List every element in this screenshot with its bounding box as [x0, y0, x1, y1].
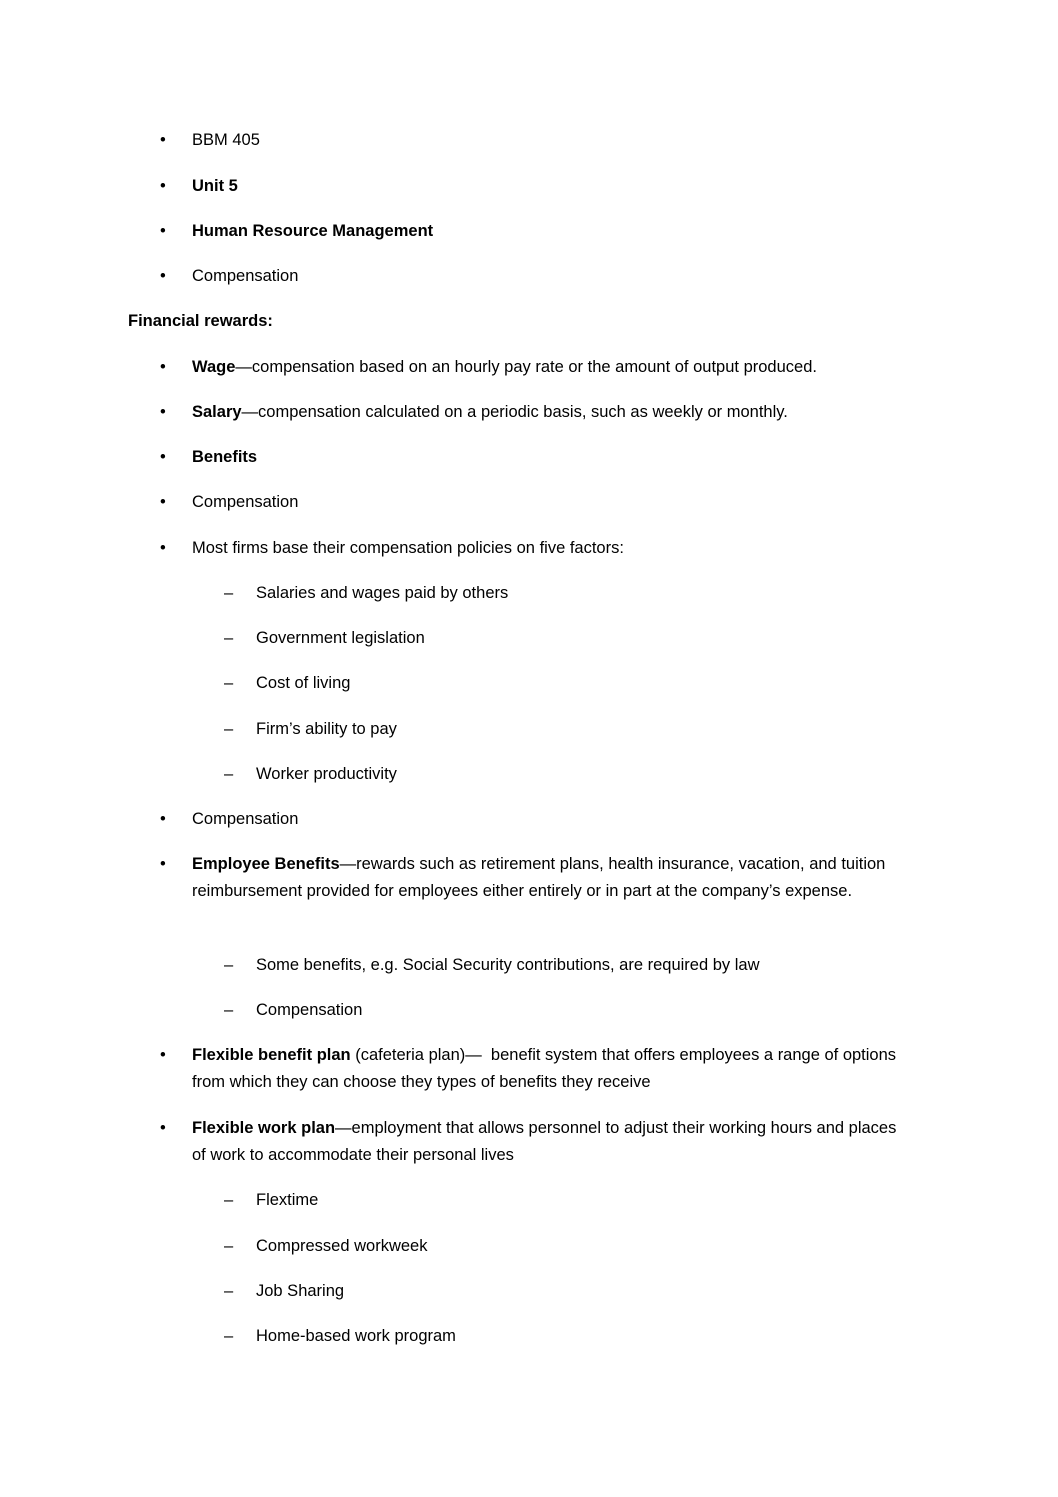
term-definition: (cafeteria plan)— benefit system that offers employees a range of options from which they can choose they types of benefits they receive	[192, 1046, 901, 1091]
term-definition: —compensation based on an hourly pay rate or the amount of output produced.	[235, 358, 817, 376]
dash-marker: –	[224, 674, 234, 692]
term-bold: Salary	[192, 403, 242, 421]
bullet-marker: •	[160, 810, 166, 828]
dash-marker: –	[224, 1237, 234, 1255]
sub-item-text: Home-based work program	[256, 1327, 456, 1345]
bullet-marker: •	[160, 1119, 166, 1137]
term-bold: Flexible benefit plan	[192, 1046, 351, 1064]
sub-item-text: Some benefits, e.g. Social Security contributions, are required by law	[256, 956, 760, 974]
term-bold: Employee Benefits	[192, 855, 340, 873]
term-bold: Flexible work plan	[192, 1119, 336, 1137]
item-text: BBM 405	[192, 131, 260, 149]
item-text: Most firms base their compensation policies on five factors:	[192, 539, 624, 557]
item-text: Compensation	[192, 493, 299, 511]
sub-item-text: Firm’s ability to pay	[256, 720, 397, 738]
item-bold-text: Human Resource Management	[192, 222, 434, 240]
dash-marker: –	[224, 1191, 234, 1209]
bullet-marker: •	[160, 855, 166, 873]
sub-item-text: Worker productivity	[256, 765, 397, 783]
bullet-marker: •	[160, 267, 166, 285]
item-text: Compensation	[192, 267, 299, 285]
bullet-marker: •	[160, 358, 166, 376]
term-definition: —compensation calculated on a periodic basis, such as weekly or monthly.	[241, 403, 788, 421]
sub-item-text: Flextime	[256, 1191, 319, 1209]
sub-item-text: Government legislation	[256, 629, 425, 647]
bullet-marker: •	[160, 448, 166, 466]
item-text: Compensation	[192, 810, 299, 828]
dash-marker: –	[224, 1282, 234, 1300]
bullet-marker: •	[160, 493, 166, 511]
sub-item-text: Cost of living	[256, 674, 351, 692]
sub-item-text: Job Sharing	[256, 1282, 345, 1300]
bullet-marker: •	[160, 539, 166, 557]
dash-marker: –	[224, 584, 234, 602]
term-bold: Wage	[192, 358, 236, 376]
item-bold-text: Unit 5	[192, 177, 238, 195]
dash-marker: –	[224, 1001, 234, 1019]
sub-item-text: Compensation	[256, 1001, 363, 1019]
dash-marker: –	[224, 1327, 234, 1345]
dash-marker: –	[224, 629, 234, 647]
term-definition: —rewards such as retirement plans, health insurance, vacation, and tuition reimbursement provided for employees either entirely or in part at the company’s expense.	[192, 855, 886, 900]
dash-marker: –	[224, 720, 234, 738]
dash-marker: –	[224, 956, 234, 974]
sub-item-text: Compressed workweek	[256, 1237, 428, 1255]
section-heading: Financial rewards:	[128, 312, 273, 330]
term-definition: —employment that allows personnel to adjust their working hours and places of work to accommodate their personal lives	[192, 1119, 897, 1164]
bullet-marker: •	[160, 403, 166, 421]
bullet-marker: •	[160, 177, 166, 195]
bullet-marker: •	[160, 1046, 166, 1064]
bullet-marker: •	[160, 131, 166, 149]
dash-marker: –	[224, 765, 234, 783]
bullet-marker: •	[160, 222, 166, 240]
term-bold: Benefits	[192, 448, 258, 466]
sub-item-text: Salaries and wages paid by others	[256, 584, 509, 602]
